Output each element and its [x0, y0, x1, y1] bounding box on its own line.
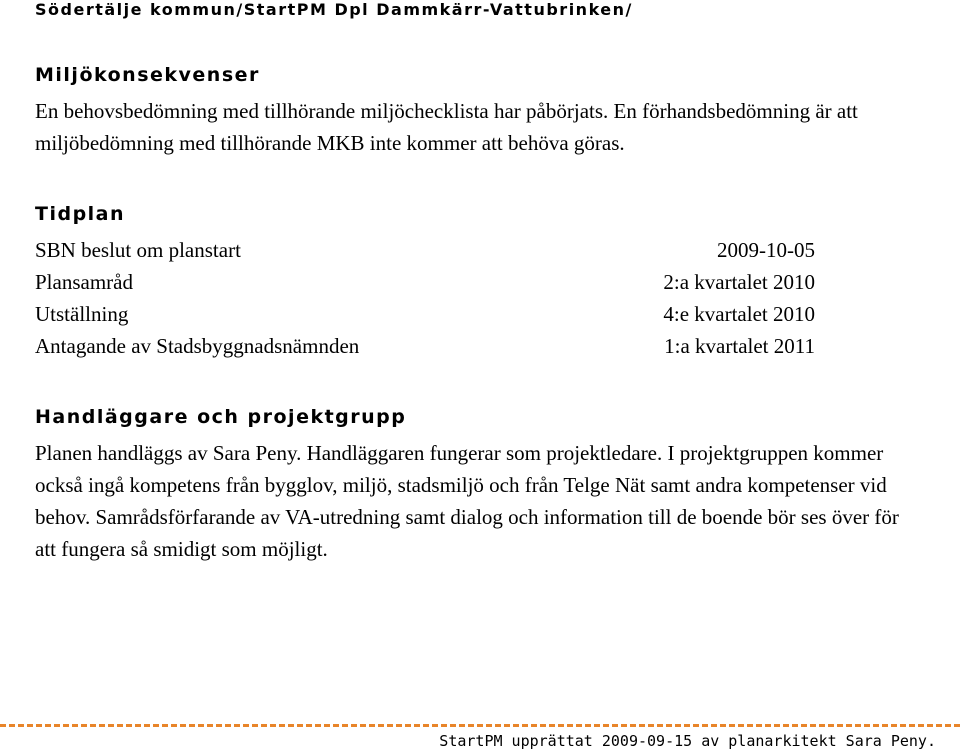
- handlaggare-heading: Handläggare och projektgrupp: [35, 406, 407, 428]
- tidplan-row-label: Antagande av Stadsbyggnadsnämnden: [35, 334, 360, 358]
- miljo-paragraph: En behovsbedömning med tillhörande miljöchecklista har påbörjats. En förhandsbedömning är att miljöbedömning med tillhörande MKB inte kommer att behöva göras.: [35, 99, 858, 155]
- tidplan-row: [35, 330, 815, 362]
- tidplan-row-value: 2009-10-05: [717, 238, 815, 262]
- handlaggare-paragraph: Planen handläggs av Sara Peny. Handläggaren fungerar som projektledare. I projektgruppen kommer också ingå kompetens från bygglov, miljö, stadsmiljö och från Telge Nät samt andra kompetenser vid behov. Samrådsförfarande av VA-utredning samt dialog och information till de boende bör ses över för att fungera så smidigt som möjligt.: [35, 441, 899, 561]
- tidplan-row-label: Utställning: [35, 302, 129, 326]
- tidplan-row-label: Plansamråd: [35, 270, 133, 294]
- tidplan-row-value: 4:e kvartalet 2010: [663, 302, 815, 326]
- tidplan-row-label: SBN beslut om planstart: [35, 238, 241, 262]
- tidplan-row-value: 2:a kvartalet 2010: [663, 270, 815, 294]
- tidplan-heading: Tidplan: [35, 203, 126, 225]
- tidplan-row: [35, 266, 815, 298]
- tidplan-row: [35, 298, 815, 330]
- document-header: Södertälje kommun/StartPM Dpl Dammkärr-Vattubrinken/: [35, 0, 633, 19]
- footer-note: StartPM upprättat 2009-09-15 av planarkitekt Sara Peny.: [439, 732, 936, 750]
- tidplan-row-value: 1:a kvartalet 2011: [664, 334, 815, 358]
- miljo-heading: Miljökonsekvenser: [35, 64, 260, 86]
- tidplan-row: [35, 234, 815, 266]
- footer-divider: [0, 724, 960, 727]
